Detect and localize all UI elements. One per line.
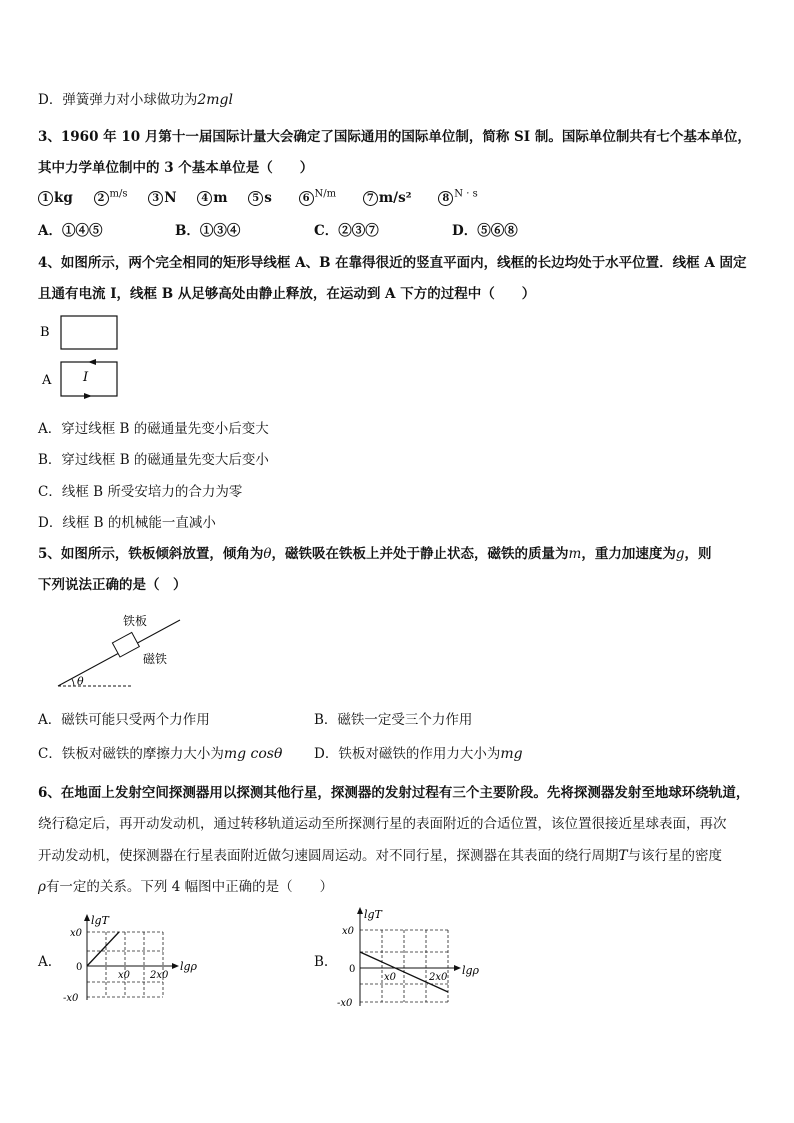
q4-figure bbox=[36, 310, 126, 402]
q4-option-b: B．穿过线框 B 的磁通量先变大后变小 bbox=[38, 452, 269, 468]
q3-option-d: D．⑤⑥⑧ bbox=[452, 223, 518, 239]
graph-a-grid bbox=[87, 932, 163, 997]
magnet-label: 磁铁 bbox=[143, 652, 168, 666]
q6-stem-2: 绕行稳定后，再开动发动机，通过转移轨道运动至所探测行星的表面附近的合适位置，该位置很接近星球表面，再次 bbox=[38, 816, 727, 832]
current-label: I bbox=[83, 370, 89, 385]
q4-option-a: A．穿过线框 B 的磁通量先变小后变大 bbox=[38, 421, 269, 437]
graph-a-x2: 2x0 bbox=[150, 970, 169, 981]
label-a: A bbox=[42, 373, 52, 388]
graph-a-line bbox=[87, 932, 119, 966]
graph-b-label: B. bbox=[314, 954, 329, 970]
graph-a bbox=[62, 912, 202, 1004]
graph-a-origin: 0 bbox=[76, 962, 83, 973]
q2-option-d bbox=[38, 88, 233, 108]
angle-label: θ bbox=[77, 675, 84, 688]
current-arrow-top bbox=[88, 359, 96, 365]
current-arrow-bottom bbox=[84, 393, 92, 399]
graph-b-xlabel: lgρ bbox=[462, 964, 480, 977]
graph-b-origin: 0 bbox=[349, 964, 356, 975]
graph-b-grid bbox=[360, 930, 448, 1002]
graph-b-x1: x0 bbox=[384, 972, 397, 983]
q5-option-a: A．磁铁可能只受两个力作用 bbox=[38, 712, 210, 728]
q3-option-a: A．①④⑤ bbox=[38, 223, 103, 239]
q3-option-c: C．②③⑦ bbox=[314, 223, 379, 239]
graph-a-ylabel: lgT bbox=[91, 914, 109, 927]
q3-units-row bbox=[38, 188, 478, 206]
q4-option-d: D．线框 B 的机械能一直减小 bbox=[38, 515, 216, 531]
magnet-block bbox=[112, 632, 139, 657]
q4-stem-1: 4、如图所示，两个完全相同的矩形导线框 A、B 在靠得很近的竖直平面内，线框的长边均处于水平位置．线框 A 固定 bbox=[38, 255, 747, 271]
q6-stem-4: ρ有一定的关系。下列 4 幅图中正确的是（ ） bbox=[38, 879, 334, 895]
q3-stem-1: 3、1960 年 10 月第十一届国际计量大会确定了国际通用的国际单位制，简称 SI 制。国际单位制共有七个基本单位， bbox=[38, 129, 751, 145]
unit-7: 7 m/s² bbox=[363, 190, 412, 206]
unit-1: 1 kg bbox=[38, 190, 73, 206]
unit-3: 3 N bbox=[148, 190, 176, 206]
label-b: B bbox=[40, 325, 50, 340]
q6-stem-3: 开动发动机，使探测器在行星表面附近做匀速圆周运动。对不同行星，探测器在其表面的绕行周期T与该行星的密度 bbox=[38, 848, 723, 864]
q3-option-b: B．①③④ bbox=[175, 223, 241, 239]
q5-option-b: B．磁铁一定受三个力作用 bbox=[314, 712, 473, 728]
q4-option-c: C．线框 B 所受安培力的合力为零 bbox=[38, 484, 243, 500]
graph-b-ybottom: -x0 bbox=[337, 998, 353, 1009]
unit-2: 2 $^{m/s}$ bbox=[94, 190, 128, 206]
unit-8: 8 $^{N \cdot s}$ bbox=[438, 190, 477, 206]
frame-b bbox=[61, 316, 117, 349]
frame-a bbox=[61, 362, 117, 396]
graph-a-label: A. bbox=[38, 954, 53, 970]
q5-figure bbox=[50, 610, 190, 692]
q5-stem-1: 5、如图所示，铁板倾斜放置，倾角为θ，磁铁吸在铁板上并处于静止状态，磁铁的质量为m，重力加速度为g，则 bbox=[38, 546, 712, 562]
q5-stem-2: 下列说法正确的是（ ） bbox=[38, 577, 187, 593]
graph-b-x2: 2x0 bbox=[429, 972, 448, 983]
graph-b-ylabel: lgT bbox=[364, 908, 382, 921]
q2-option-d-text: D．弹簧弹力对小球做功为 bbox=[38, 92, 198, 108]
unit-5: 5 s bbox=[248, 190, 272, 206]
q6-stem-1: 6、在地面上发射空间探测器用以探测其他行星，探测器的发射过程有三个主要阶段。先将探测器发射至地球环绕轨道， bbox=[38, 785, 750, 801]
q5-option-c: C．铁板对磁铁的摩擦力大小为mg cosθ bbox=[38, 746, 283, 762]
graph-a-xlabel: lgρ bbox=[180, 960, 198, 973]
q5-option-d: D．铁板对磁铁的作用力大小为mg bbox=[314, 746, 523, 762]
graph-a-ytop: x0 bbox=[70, 928, 83, 939]
plate-label: 铁板 bbox=[123, 614, 148, 628]
unit-6: 6 $^{N/m}$ bbox=[299, 190, 337, 206]
graph-a-ybottom: -x0 bbox=[63, 993, 79, 1004]
q4-stem-2: 且通有电流 I，线框 B 从足够高处由静止释放，在运动到 A 下方的过程中（ ） bbox=[38, 286, 536, 302]
angle-arc bbox=[72, 679, 74, 686]
unit-4: 4 m bbox=[197, 190, 227, 206]
graph-a-x1: x0 bbox=[118, 970, 131, 981]
graph-b bbox=[336, 904, 486, 1014]
graph-b-ytop: x0 bbox=[342, 926, 355, 937]
q3-stem-2: 其中力学单位制中的 3 个基本单位是（ ） bbox=[38, 160, 314, 176]
q2-option-d-math: 2mgl bbox=[197, 92, 233, 108]
